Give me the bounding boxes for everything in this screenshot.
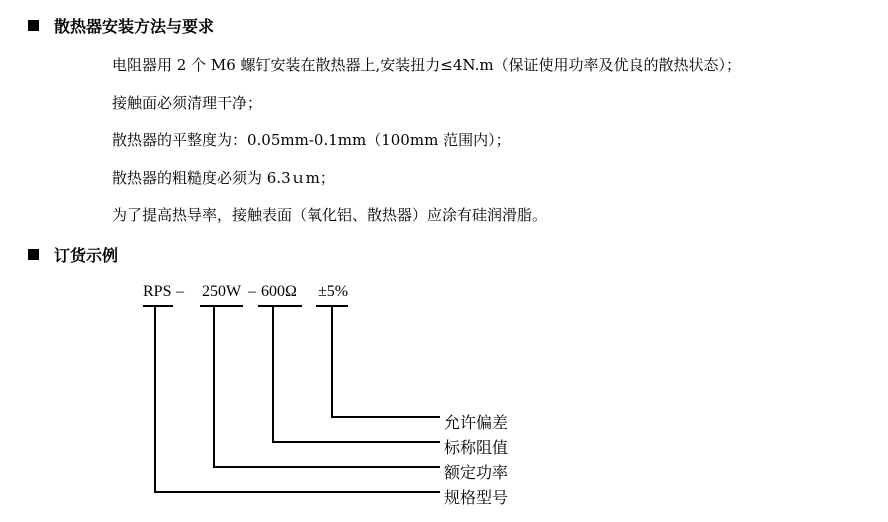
connector-resistance	[273, 306, 440, 442]
requirement-line: 电阻器用 2 个 M6 螺钉安装在散热器上,安装扭力≤4N.m（保证使用功率及优良的散热状态）；	[112, 56, 742, 74]
requirement-line: 散热器的粗糙度必须为 6.3ｕm；	[112, 169, 335, 187]
code-separator: –	[248, 283, 256, 300]
label-power: 额定功率	[444, 463, 509, 482]
connector-model	[155, 306, 440, 492]
code-series: RPS	[143, 283, 172, 300]
requirement-line: 为了提高热导率，接触表面（氧化铝、散热器）应涂有硅润滑脂。	[112, 206, 548, 224]
label-tolerance: 允许偏差	[444, 413, 509, 432]
section-title: 散热器安装方法与要求	[54, 17, 215, 36]
code-separator: –	[176, 283, 184, 300]
code-tolerance: ±5%	[318, 283, 349, 300]
connector-tolerance	[332, 306, 440, 417]
requirement-line: 接触面必须清理干净；	[112, 94, 263, 112]
code-resistance: 600Ω	[261, 283, 297, 300]
section-title: 订货示例	[54, 246, 119, 265]
label-resistance: 标称阻值	[444, 438, 509, 457]
label-model: 规格型号	[444, 488, 509, 507]
code-power: 250W	[202, 283, 242, 300]
requirement-line: 散热器的平整度为：0.05mm-0.1mm（100mm 范围内）；	[112, 131, 511, 149]
